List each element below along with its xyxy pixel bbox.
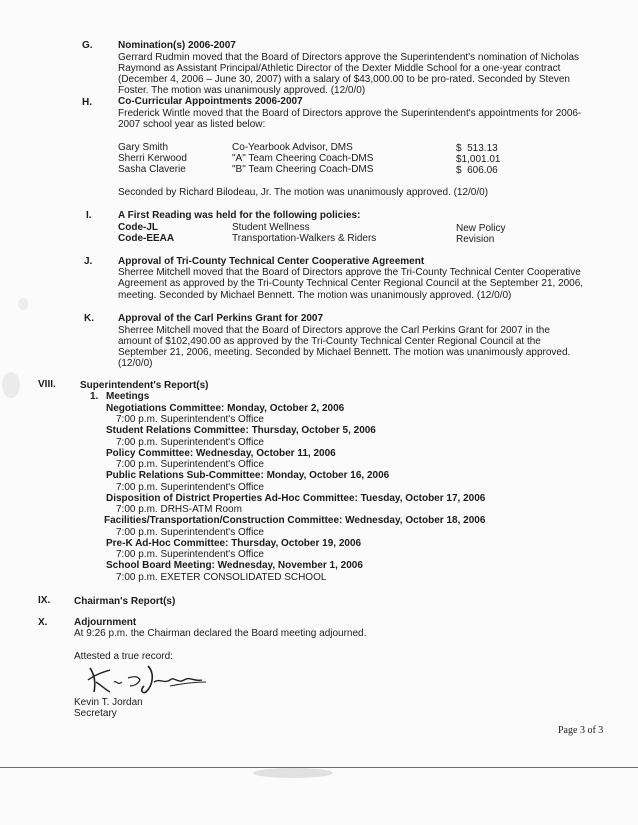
signature	[84, 660, 214, 696]
scan-mark	[18, 298, 28, 310]
section-text: Foster. The motion was unanimously approved. (12/0/0)	[118, 85, 366, 96]
policy-status: New Policy	[456, 223, 506, 234]
meeting-detail: 7:00 p.m. Superintendent's Office	[116, 527, 264, 538]
meeting-title: Public Relations Sub-Committee: Monday, October 16, 2006	[106, 470, 390, 481]
section-text: amount of $102,490.00 as approved by the Tri-County Technical Center Regional Council at the	[118, 336, 541, 347]
section-text: (December 4, 2006 – June 30, 2007) with a salary of $43,000.00 to be pro-rated. Seconded by Steven	[118, 74, 570, 85]
appointee-amount: $ 606.06	[456, 165, 498, 176]
section-title: Approval of Tri-County Technical Center Cooperative Agreement	[118, 256, 425, 267]
adjournment-text: At 9:26 p.m. the Chairman declared the Board meeting adjourned.	[74, 628, 367, 639]
meeting-title: Pre-K Ad-Hoc Committee: Thursday, October 19, 2006	[106, 538, 362, 549]
section-title: A First Reading was held for the following policies:	[118, 210, 361, 221]
section-text: September 21, 2006, meeting. Seconded by Michael Bennett. The motion was unanimously approved.	[118, 347, 571, 358]
scan-mark	[253, 768, 333, 778]
subsection-title: Meetings	[106, 391, 150, 402]
section-text: Sherree Mitchell moved that the Board of Directors approve the Carl Perkins Grant for 2007 in the	[118, 325, 550, 336]
section-text: Raymond as Assistant Principal/Athletic Director of the Dexter Middle School for a one-year contract	[118, 63, 561, 74]
scan-mark	[2, 372, 20, 398]
appointee-amount: $1,001.01	[456, 154, 501, 165]
meeting-title: Policy Committee: Wednesday, October 11, 2006	[106, 448, 336, 459]
signatory-name: Kevin T. Jordan	[74, 697, 143, 708]
section-numeral: IX.	[38, 595, 51, 606]
page-number: Page 3 of 3	[558, 725, 604, 736]
section-title: Co-Curricular Appointments 2006-2007	[118, 96, 303, 107]
attest-label: Attested a true record:	[74, 651, 173, 662]
policy-status: Revision	[456, 234, 495, 245]
meeting-title: School Board Meeting: Wednesday, November 1, 2006	[106, 560, 363, 571]
section-text: Sherree Mitchell moved that the Board of Directors approve the Tri-County Technical Center Cooperative	[118, 267, 581, 278]
appointee-name: Gary Smith	[118, 142, 169, 153]
section-text: meeting. Seconded by Michael Bennett. The motion was unanimously approved. (12/0/0)	[118, 290, 512, 301]
section-numeral: VIII.	[38, 379, 56, 390]
appointee-role: "B" Team Cheering Coach-DMS	[232, 164, 374, 175]
section-title: Adjournment	[74, 617, 137, 628]
section-letter: H.	[82, 97, 92, 108]
meeting-detail: 7:00 p.m. Superintendent's Office	[116, 437, 264, 448]
subsection-number: 1.	[90, 391, 99, 402]
section-title: Approval of the Carl Perkins Grant for 2007	[118, 313, 324, 324]
appointee-role: Co-Yearbook Advisor, DMS	[232, 142, 353, 153]
section-letter: K.	[84, 313, 94, 324]
section-text: Agreement as approved by the Tri-County Technical Center Regional Council at the September 21, 2006,	[118, 278, 584, 289]
section-title: Nomination(s) 2006-2007	[118, 40, 236, 51]
policy-code: Code-JL	[118, 222, 158, 233]
section-numeral: X.	[38, 617, 48, 628]
meeting-detail: 7:00 p.m. Superintendent's Office	[116, 459, 264, 470]
policy-name: Transportation-Walkers & Riders	[232, 233, 377, 244]
section-text: 2007 school year as listed below:	[118, 119, 266, 130]
meeting-title: Disposition of District Properties Ad-Hoc Committee: Tuesday, October 17, 2006	[106, 493, 486, 504]
meeting-detail: 7:00 p.m. Superintendent's Office	[116, 549, 264, 560]
meeting-title: Facilities/Transportation/Construction Committee: Wednesday, October 18, 2006	[104, 515, 486, 526]
appointee-amount: $ 513.13	[456, 143, 498, 154]
meeting-title: Student Relations Committee: Thursday, October 5, 2006	[106, 425, 376, 436]
policy-code: Code-EEAA	[118, 233, 175, 244]
section-letter: G.	[82, 40, 93, 51]
section-letter: J.	[84, 256, 93, 267]
section-text: (12/0/0)	[118, 358, 153, 369]
meeting-detail: 7:00 p.m. DRHS-ATM Room	[116, 504, 242, 515]
meeting-detail: 7:00 p.m. Superintendent's Office	[116, 414, 264, 425]
meeting-title: Negotiations Committee: Monday, October 2, 2006	[106, 403, 345, 414]
appointee-role: "A" Team Cheering Coach-DMS	[232, 153, 374, 164]
section-text: Frederick Wintle moved that the Board of Directors approve the Superintendent's appointments for 2006-	[118, 108, 582, 119]
appointee-name: Sasha Claverie	[118, 164, 186, 175]
section-letter: I.	[86, 210, 92, 221]
meeting-detail: 7:00 p.m. EXETER CONSOLIDATED SCHOOL	[116, 572, 327, 583]
section-title: Chairman's Report(s)	[74, 596, 176, 607]
meeting-detail: 7:00 p.m. Superintendent's Office	[116, 482, 264, 493]
appointee-name: Sherri Kerwood	[118, 153, 187, 164]
section-text: Gerrard Rudmin moved that the Board of Directors approve the Superintendent's nomination of Nicholas	[118, 52, 580, 63]
section-title: Superintendent's Report(s)	[80, 380, 209, 391]
policy-name: Student Wellness	[232, 222, 310, 233]
scan-rule	[0, 767, 638, 768]
section-text: Seconded by Richard Bilodeau, Jr. The motion was unanimously approved. (12/0/0)	[118, 187, 489, 198]
signatory-role: Secretary	[74, 708, 117, 719]
